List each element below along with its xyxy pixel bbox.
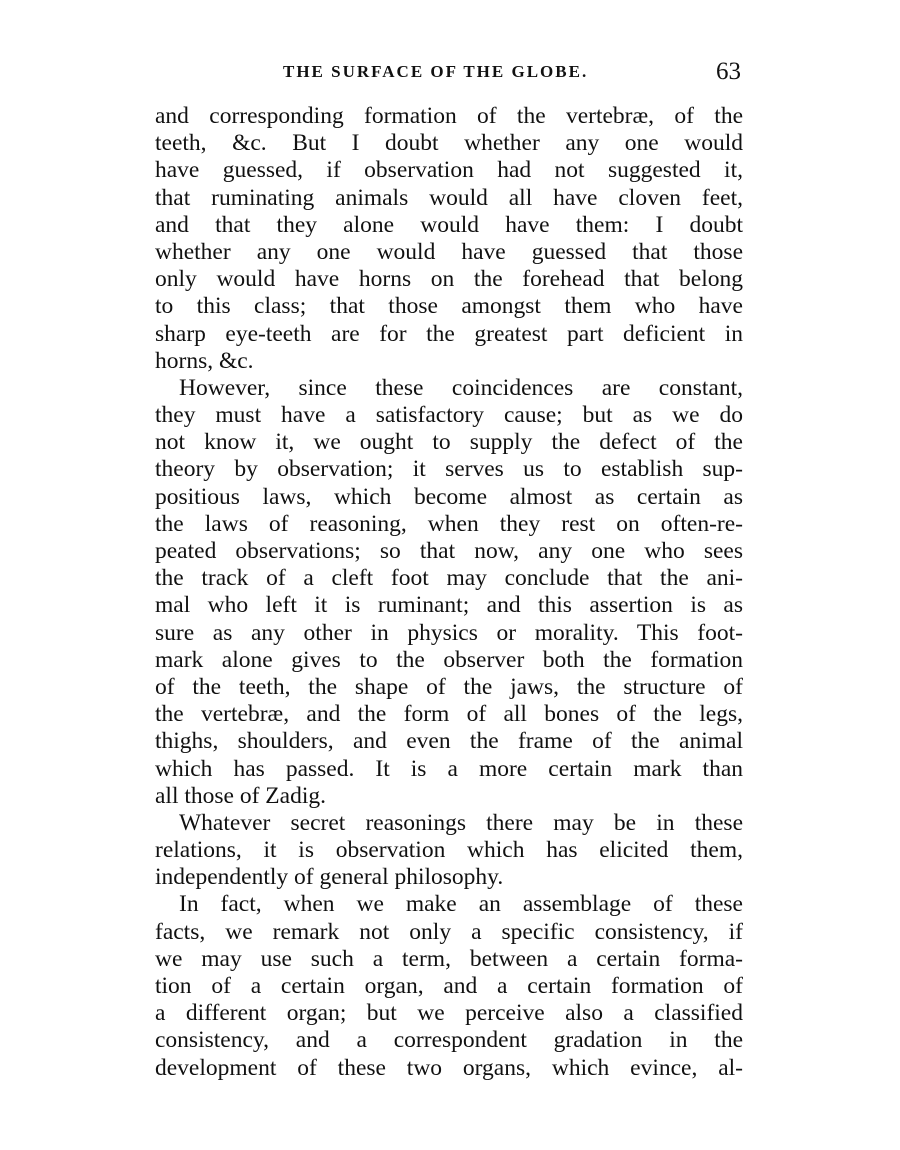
text-line: sure as any other in physics or morality. This foot- — [155, 619, 743, 646]
body-text — [155, 103, 743, 1082]
text-line: only would have horns on the forehead that belong — [155, 266, 743, 293]
text-line: we may use such a term, between a certain forma- — [155, 945, 743, 972]
text-line: which has passed. It is a more certain mark than — [155, 755, 743, 782]
text-line: peated observations; so that now, any one who sees — [155, 538, 743, 564]
text-line: and that they alone would have them: I doubt — [155, 211, 743, 238]
text-line: sharp eye-teeth are for the greatest part deficient in — [155, 320, 743, 347]
text-line: consistency, and a correspondent gradation in the — [155, 1027, 743, 1054]
text-line: whether any one would have guessed that those — [155, 238, 743, 265]
page-number: 63 — [716, 58, 741, 85]
text-line: mark alone gives to the observer both the formation — [155, 646, 743, 673]
text-line: to this class; that those amongst them who have — [155, 293, 743, 320]
text-line: thighs, shoulders, and even the frame of the animal — [155, 728, 743, 755]
text-line: a different organ; but we perceive also a classified — [155, 1000, 743, 1027]
text-line: positious laws, which become almost as certain as — [155, 483, 743, 510]
text-line: of the teeth, the shape of the jaws, the structure of — [155, 673, 743, 700]
text-line: theory by observation; it serves us to establish sup- — [155, 456, 743, 483]
text-line: development of these two organs, which evince, al- — [155, 1054, 743, 1081]
text-line: teeth, &c. But I doubt whether any one would — [155, 130, 743, 157]
text-line: facts, we remark not only a specific consistency, if — [155, 918, 743, 945]
text-line: not know it, we ought to supply the defect of the — [155, 429, 743, 456]
text-line: the vertebræ, and the form of all bones of the legs, — [155, 701, 743, 728]
text-line: tion of a certain organ, and a certain formation of — [155, 973, 743, 999]
text-line: have guessed, if observation had not suggested it, — [155, 157, 743, 184]
text-line: and corresponding formation of the vertebræ, of the — [155, 103, 743, 129]
text-line: horns, &c. — [155, 347, 254, 374]
text-line: mal who left it is ruminant; and this assertion is as — [155, 592, 743, 619]
page-header — [155, 58, 743, 94]
text-line: However, since these coincidences are constant, — [179, 374, 743, 401]
text-line: they must have a satisfactory cause; but as we do — [155, 402, 743, 429]
text-line: independently of general philosophy. — [155, 864, 504, 891]
text-line: In fact, when we make an assemblage of these — [179, 891, 743, 918]
text-line: relations, it is observation which has elicited them, — [155, 837, 743, 864]
running-head: THE SURFACE OF THE GLOBE. — [283, 62, 589, 81]
text-line: the laws of reasoning, when they rest on often-re- — [155, 510, 743, 537]
text-line: the track of a cleft foot may conclude that the ani- — [155, 565, 743, 592]
text-line: Whatever secret reasonings there may be in these — [179, 809, 743, 836]
text-line: that ruminating animals would all have cloven feet, — [155, 184, 743, 211]
text-line: all those of Zadig. — [155, 782, 326, 809]
